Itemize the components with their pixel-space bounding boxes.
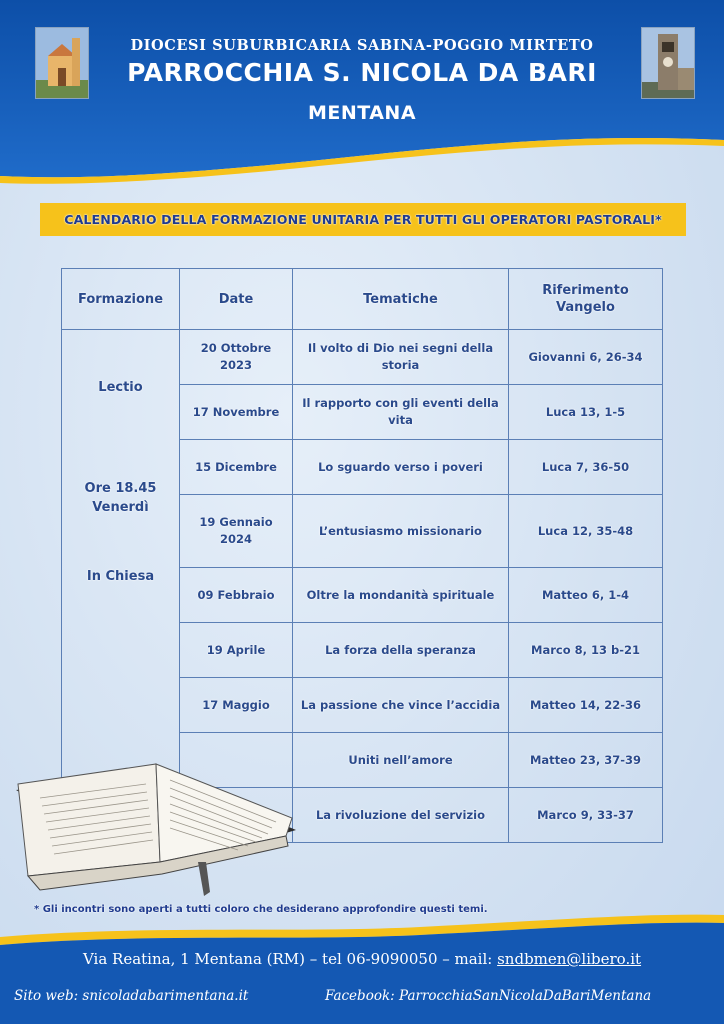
date-cell: 09 Febbraio: [180, 568, 293, 623]
header-tematiche: Tematiche: [293, 269, 509, 330]
calendar-banner: [40, 203, 686, 236]
theme-cell: Oltre la mondanità spirituale: [293, 568, 509, 623]
ref-cell: Luca 13, 1-5: [509, 385, 663, 440]
email-link[interactable]: sndbmen@libero.it: [497, 950, 642, 968]
date-cell: 19 Gennaio 2024: [180, 495, 293, 568]
table-row: [62, 330, 663, 385]
theme-cell: Lo sguardo verso i poveri: [293, 440, 509, 495]
header-date: Date: [180, 269, 293, 330]
date-cell: 15 Dicembre: [180, 440, 293, 495]
facebook-link[interactable]: Facebook: ParrocchiaSanNicolaDaBariMentana: [325, 988, 652, 1004]
time-label: Ore 18.45: [84, 481, 157, 496]
theme-cell: Uniti nell’amore: [293, 733, 509, 788]
header-riferimento: Riferimento Vangelo: [509, 269, 663, 330]
date-cell: 17 Maggio: [180, 678, 293, 733]
lectio-label: Lectio: [98, 380, 143, 395]
table-header-row: [62, 269, 663, 330]
date-cell: 17 Novembre: [180, 385, 293, 440]
header: [0, 0, 724, 190]
diocese-title: DIOCESI SUBURBICARIA SABINA-POGGIO MIRTETO: [130, 37, 594, 54]
ref-cell: Matteo 23, 37-39: [509, 733, 663, 788]
address-text: Via Reatina, 1 Mentana (RM) – tel 06-9090050 – mail:: [82, 950, 498, 968]
theme-cell: La passione che vince l’accidia: [293, 678, 509, 733]
theme-cell: La rivoluzione del servizio: [293, 788, 509, 843]
town-title: MENTANA: [307, 102, 417, 124]
website-link[interactable]: Sito web: snicoladabarimentana.it: [14, 988, 249, 1004]
place-label: In Chiesa: [86, 569, 155, 584]
header-formazione: Formazione: [62, 269, 180, 330]
theme-cell: Il volto di Dio nei segni della storia: [293, 330, 509, 385]
ref-cell: Matteo 14, 22-36: [509, 678, 663, 733]
ref-cell: Giovanni 6, 26-34: [509, 330, 663, 385]
calendar-title: CALENDARIO DELLA FORMAZIONE UNITARIA PER TUTTI GLI OPERATORI PASTORALI*: [64, 212, 662, 227]
day-label: Venerdì: [92, 500, 149, 515]
ref-cell: Marco 9, 33-37: [509, 788, 663, 843]
parish-title: PARROCCHIA S. NICOLA DA BARI: [127, 58, 597, 87]
theme-cell: La forza della speranza: [293, 623, 509, 678]
footer-address: [0, 950, 724, 968]
header-band: [0, 0, 724, 190]
theme-cell: L’entusiasmo missionario: [293, 495, 509, 568]
date-cell: 20 Ottobre 2023: [180, 330, 293, 385]
ref-cell: Luca 12, 35-48: [509, 495, 663, 568]
footnote: * Gli incontri sono aperti a tutti coloro che desiderano approfondire questi temi.: [34, 904, 488, 915]
ref-cell: Marco 8, 13 b-21: [509, 623, 663, 678]
ref-cell: Luca 7, 36-50: [509, 440, 663, 495]
open-bible-icon: [10, 750, 300, 900]
theme-cell: Il rapporto con gli eventi della vita: [293, 385, 509, 440]
date-cell: 19 Aprile: [180, 623, 293, 678]
ref-cell: Matteo 6, 1-4: [509, 568, 663, 623]
